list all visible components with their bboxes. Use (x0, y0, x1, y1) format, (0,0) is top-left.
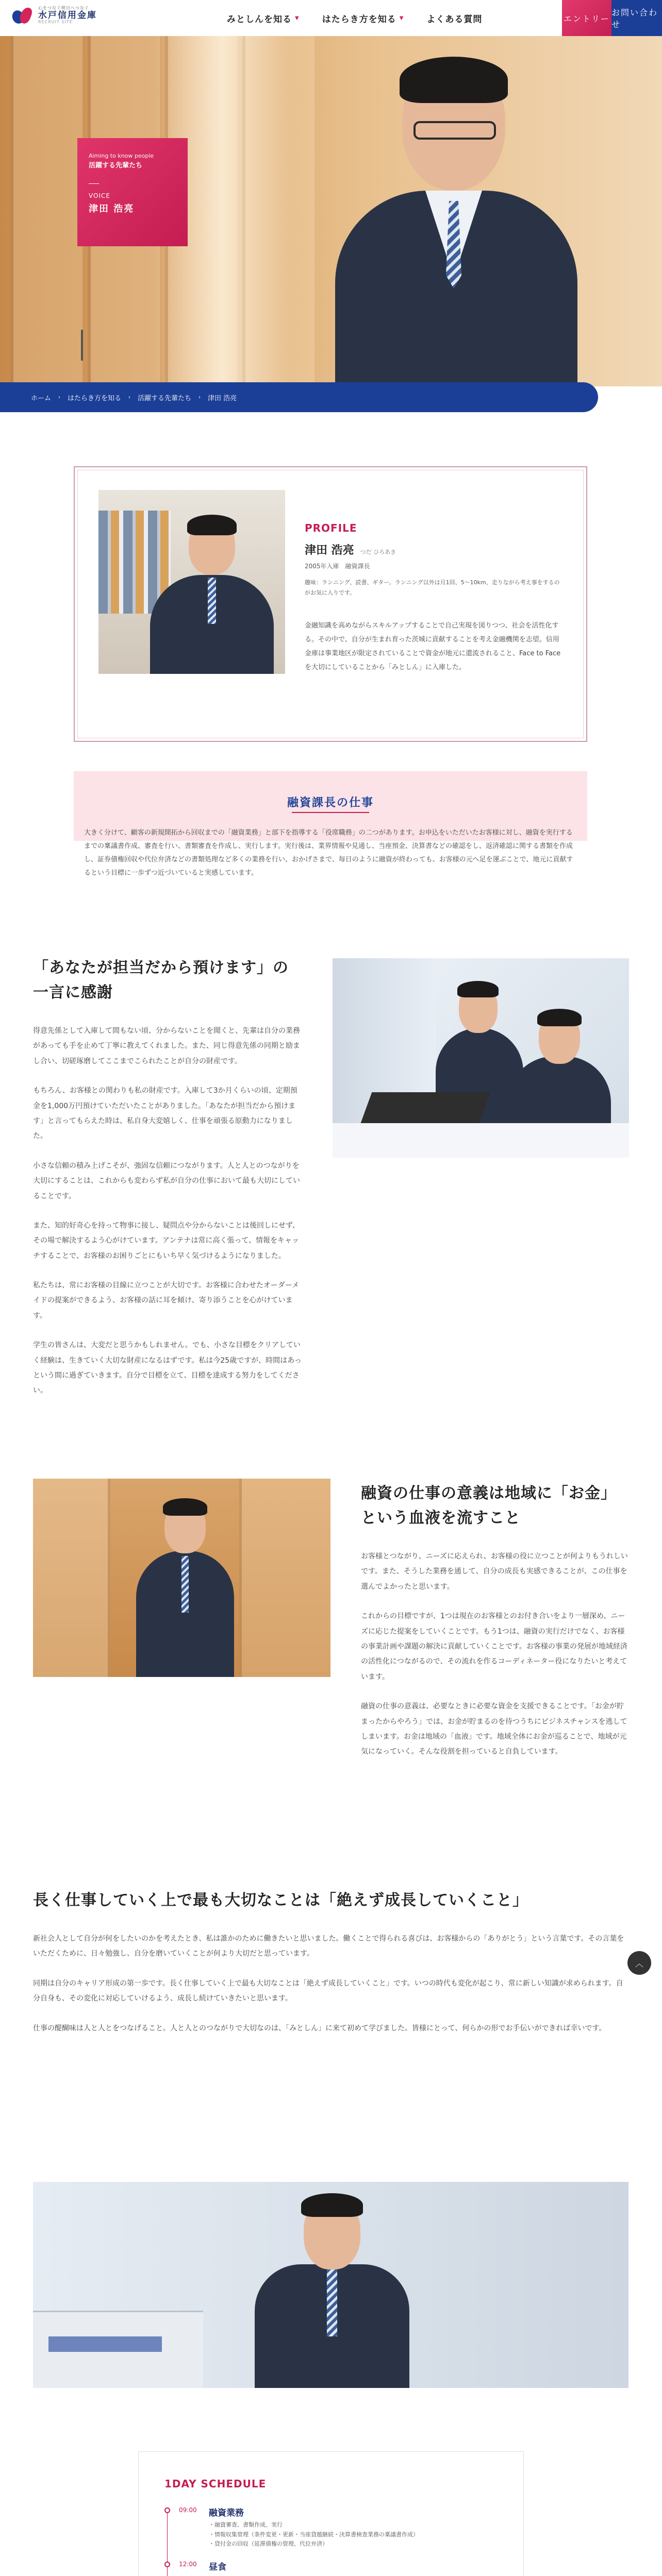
story-2-para: これからの目標ですが、1つは現在のお客様とのお付き合いをより一層深め、ニーズに応じた提案をしていくことです。もう1つは、融資の実行だけでなく、お客様の事業計画や課題の解決に貢献していくことです。お客様の事業の発展が地域経済の活性化につながるので、その流れを作るコーディネーター役になりたいと考えています。 (361, 1612, 627, 1681)
site-logo[interactable] (12, 5, 97, 26)
logo-main: 水戸信用金庫 (38, 10, 97, 21)
nav-item-about[interactable] (227, 12, 300, 25)
story-section-2 (361, 1481, 629, 1774)
breadcrumb-current: 津田 浩亮 (208, 394, 237, 402)
nav-item-work[interactable] (322, 12, 404, 25)
profile-name-text: 津田 浩亮 (305, 544, 354, 557)
story-3-para: 同期は自分のキャリア形成の第一歩です。長く仕事していく上で最も大切なことは「絶えず成長していくこと」です。いつの時代も変化が起こり、常に新しい知識が求められます。自分自身も、その変化に対応していけるよう、成長し続けていきたいと思います。 (33, 1979, 623, 2003)
hero-number: VOICE (89, 192, 110, 200)
site-header (0, 0, 662, 36)
hero-jp: 活躍する先輩たち (89, 161, 143, 170)
profile-text (305, 522, 562, 675)
logo-site: RECRUIT SITE (38, 20, 73, 25)
logo-mark-icon (12, 5, 34, 26)
story-1-para: もちろん、お客様との関わりも私の財産です。入庫して3か月くらいの頃、定期預金を1,000万円預けていただいたことがありました。「あなたが担当だから預けます」と言ってもらえた時は、私自身大変嬉しく、仕事を頑張る原動力になりました。 (33, 1087, 297, 1141)
story-3-para: 仕事の醍醐味は人と人とをつなげること。人と人とのつながりで大切なのは、「みとしん」に来て初めて学びました。皆様にとって、何らかの形でお手伝いができれば幸いです。 (33, 2024, 606, 2032)
nav-item-label: はたらき方を知る (322, 14, 396, 25)
mission-section (74, 771, 587, 877)
story-3-photo (33, 2182, 628, 2388)
profile-desc: 金融知識を高めながらスキルアップすることで自己実現を図りつつ、社会を活性化する。その中で、自分が生まれ育った茨城に貢献することを考え金融機関を志望。信用金庫は事業地区が限定されていることで資金が地元に還流されること、Face to Faceを大切にしていることから「みとしん」に入庫した。 (305, 621, 561, 672)
story-section-1 (33, 956, 304, 1413)
schedule-label: 融資業務 (209, 2508, 244, 2518)
breadcrumb-home[interactable]: ホーム (31, 394, 52, 402)
profile-name (305, 541, 562, 557)
story-1-photo (333, 958, 629, 1158)
chevron-right-icon: › (58, 394, 61, 400)
chevron-down-icon: ▼ (295, 15, 300, 21)
breadcrumb-seniors[interactable]: 活躍する先輩たち (138, 394, 192, 402)
mission-text: 大きく分けて、顧客の新規開拓から回収までの「融資業務」と部下を指導する「役席職務」の二つがあります。お申込をいただいたお客様に対し、融資を実行するまでの稟議書作成、審査を行い、書類審査を作成し、実行します。実行後は、業界情報や見通し、当座預金、決算書などの確認をし、返済確認に関する書類を作成し、証券債権回収や代位弁済などの書類処理など多くの業務を行い、おかげさまで、毎日のように融資が終わっても、お客様の元へ足を運ぶことで、地元に貢献するという目標に一歩ずつ近づいていると実感しています。 (84, 829, 573, 877)
logo-text (38, 6, 97, 25)
profile-kana: つだ ひろあき (360, 549, 396, 555)
story-3-title: 長く仕事していく上で最も大切なことは「絶えず成長していくこと」 (33, 1891, 528, 1909)
hero-title-card (77, 138, 188, 246)
chevron-right-icon: › (128, 394, 131, 400)
nav-item-faq[interactable] (426, 12, 482, 25)
story-1-para: 学生の皆さんは、大変だと思うかもしれません。でも、小さな目標をクリアしていく経験は、生きていく大切な財産になるはずです。私は今25歳ですが、時間はあっという間に過ぎていきます。自分で目標を立て、目標を達成する努力をしてください。 (33, 1341, 302, 1395)
hero-photo (315, 52, 583, 386)
story-1-para: 私たちは、常にお客様の目線に立つことが大切です。お客様に合わせたオーダーメイドの提案ができるよう、お客様の話に耳を傾け、寄り添うことを心がけています。 (33, 1281, 300, 1320)
schedule-label: 昼食 (209, 2562, 226, 2573)
story-1-para: 小さな信頼の積み上げこそが、強固な信頼につながります。人と人とのつながりを大切にすることは、これからも変わらず私が自分の仕事において最も大切にしていることです。 (33, 1161, 300, 1200)
schedule-list (164, 2505, 498, 2576)
hero-en: Aiming to know people (89, 152, 154, 159)
profile-section (74, 466, 587, 742)
nav-item-label: みとしんを知る (227, 14, 292, 25)
story-1-para: 得意先係として入庫して間もない頃、分からないことを聞くと、先輩は自分の業務があっても手を止めて丁寧に教えてくれました。また、同じ得意先係の同期と励まし合い、切磋琢磨してここまでこられたことが自分の財産です。 (33, 1027, 300, 1065)
story-3-para: 新社会人として自分が何をしたいのかを考えたとき、私は誰かのために働きたいと思いました。働くことで得られる喜びは、お客様からの「ありがとう」という言葉です。その言葉をいただくために、日々勉強し、自分を磨いていくことが何より大切だと思っています。 (33, 1935, 624, 1958)
scroll-indicator (81, 330, 83, 361)
schedule-item (164, 2505, 498, 2549)
story-2-title: 融資の仕事の意義は地域に「お金」という血液を流すこと (361, 1484, 617, 1527)
story-1-title: 「あなたが担当だから預けます」の一言に感謝 (33, 959, 289, 1002)
breadcrumb-work[interactable]: はたらき方を知る (68, 394, 122, 402)
chevron-right-icon: › (198, 394, 201, 400)
profile-label: PROFILE (305, 522, 357, 534)
schedule-title: 1DAY SCHEDULE (164, 2478, 267, 2490)
logo-sub: 心をつなぐ明日へつなぐ (38, 5, 89, 10)
main-nav (227, 0, 482, 36)
story-section-3 (33, 1888, 628, 2050)
schedule-note: ・融資審査、書類作成、実行 ・情報収集管理（条件変更・更新・当座貸越継続・決算書検査業務の稟議書作成） ・貸付金の回収（延滞債権の管理、代位弁済） (209, 2521, 419, 2548)
profile-hobby: 趣味：ランニング、読書、ギター。ランニング以外は月1回、5〜10km、走りながら考え事をするのがお気に入りです。 (305, 579, 560, 596)
mission-title: 融資課長の仕事 (287, 796, 374, 809)
schedule-section (138, 2451, 524, 2576)
entry-button[interactable]: エントリー (562, 0, 611, 36)
story-2-photo (33, 1479, 330, 1677)
nav-item-label: よくある質問 (426, 14, 483, 25)
story-2-para: お客様とつながり、ニーズに応えられ、お客様の役に立つことが何よりもうれしいです。また、そうした業務を通して、自分の成長も実感できることが、この仕事を選んでよかったと思います。 (361, 1552, 628, 1591)
hero-section (0, 36, 662, 386)
schedule-time: 12:00 (179, 2561, 197, 2568)
chevron-up-icon: ︿ (635, 1958, 643, 1969)
scroll-top-button[interactable] (627, 1951, 651, 1975)
schedule-item (164, 2560, 498, 2572)
story-1-para: また、知的好奇心を持って物事に接し、疑問点や分からないことは後回しにせず、その場で解決するよう心がけています。アンテナは常に高く張って、情報をキャッチすることで、お客様のお困りごとにもいち早く気づけるようになりました。 (33, 1221, 300, 1260)
breadcrumb (0, 382, 598, 412)
hero-name: 津田 浩亮 (89, 204, 135, 215)
story-2-para: 融資の仕事の意義は、必要なときに必要な資金を支援できることです。「お金が貯まったからやろう」では、お金が貯まるのを待つうちにビジネスチャンスを逃してしまいます。お金は地域の「血液」です。地域全体にお金が巡ることで、地域が元気になっていく。そんな役割を担っていると自負しています。 (361, 1702, 627, 1756)
chevron-down-icon: ▼ (399, 15, 404, 21)
profile-join: 2005年入庫 融資課長 (305, 563, 370, 570)
profile-photo (98, 490, 285, 674)
schedule-time: 09:00 (179, 2506, 197, 2514)
contact-button[interactable]: お問い合わせ (611, 0, 662, 36)
